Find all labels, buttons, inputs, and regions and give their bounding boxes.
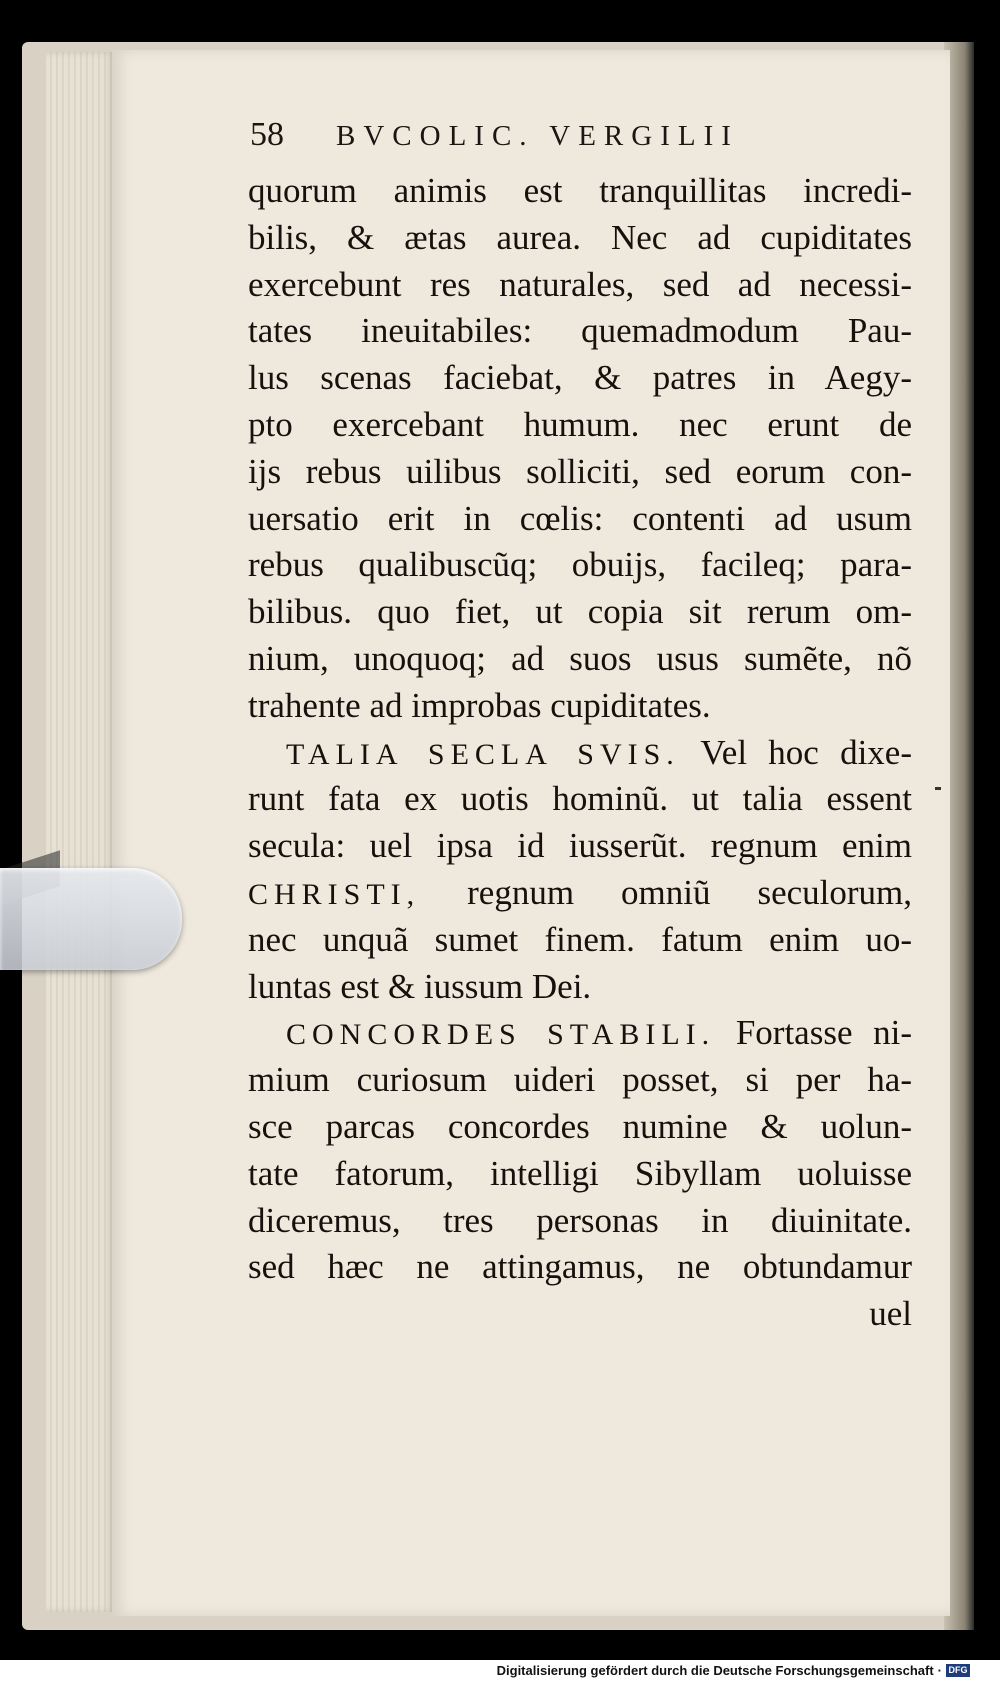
page-edges — [46, 52, 116, 1612]
text-line: uersatio erit in cœlis: contenti ad usum — [248, 498, 912, 538]
text-line — [248, 870, 912, 917]
text-line: tates ineuitabiles: quemadmodum Pau- — [248, 311, 912, 351]
text-line: nec unquã sumet finem. fatum enim uo- — [248, 919, 912, 959]
running-title: BVCOLIC. VERGILII — [336, 120, 739, 152]
paragraph-lemma-line — [248, 730, 912, 777]
text-fragment: regnum omniũ seculorum, — [467, 872, 912, 912]
text-line: rebus qualibuscũq; obuijs, facileq; para- — [248, 545, 912, 585]
text-line: trahente ad improbas cupiditates. — [248, 685, 711, 725]
text-line: diceremus, tres personas in diuinitate. — [248, 1200, 912, 1240]
page-holder-clip — [0, 868, 182, 970]
running-head — [250, 116, 840, 154]
text-block — [248, 168, 912, 1338]
text-line: mium curiosum uideri posset, si per ha- — [248, 1060, 912, 1100]
text-line: secula: uel ipsa id iusserũt. regnum enim — [248, 826, 912, 866]
dfg-logo-icon: DFG — [946, 1664, 970, 1677]
lemma-talia-secla: TALIA SECLA SVIS. — [286, 737, 680, 771]
catchword: uel — [869, 1294, 912, 1334]
text-line: pto exercebant humum. nec erunt de — [248, 404, 912, 444]
text-line: ijs rebus uilibus solliciti, sed eorum con- — [248, 451, 912, 491]
credit-text: Digitalisierung gefördert durch die Deutsche Forschungsgemeinschaft — [496, 1663, 934, 1678]
digitization-credit — [497, 1663, 970, 1678]
page-number: 58 — [250, 116, 284, 153]
text-line: tate fatorum, intelligi Sibyllam uoluisse — [248, 1153, 912, 1193]
text-line: sed hæc ne attingamus, ne obtundamur — [248, 1247, 912, 1287]
margin-mark — [935, 787, 941, 790]
text-line: bilibus. quo fiet, ut copia sit rerum om- — [248, 592, 912, 632]
text-line: exercebunt res naturales, sed ad necessi- — [248, 264, 912, 304]
text-line: luntas est & iussum Dei. — [248, 966, 592, 1006]
paragraph-lemma-line — [248, 1010, 912, 1057]
text-line: runt fata ex uotis hominũ. ut talia essent — [248, 779, 912, 819]
text-fragment: Vel hoc dixe- — [700, 732, 912, 772]
lemma-concordes-stabili: CONCORDES STABILI. — [286, 1018, 716, 1052]
text-line: sce parcas concordes numine & uolun- — [248, 1106, 912, 1146]
separator-dot: · — [937, 1663, 942, 1678]
text-line: bilis, & ætas aurea. Nec ad cupiditates — [248, 217, 912, 257]
christi-small-caps: CHRISTI, — [248, 877, 421, 911]
text-line: lus scenas faciebat, & patres in Aegy- — [248, 358, 912, 398]
text-line: quorum animis est tranquillitas incredi- — [248, 171, 912, 210]
text-line: nium, unoquoq; ad suos usus sumẽte, nõ — [248, 638, 912, 678]
text-fragment: Fortasse ni- — [735, 1013, 912, 1053]
